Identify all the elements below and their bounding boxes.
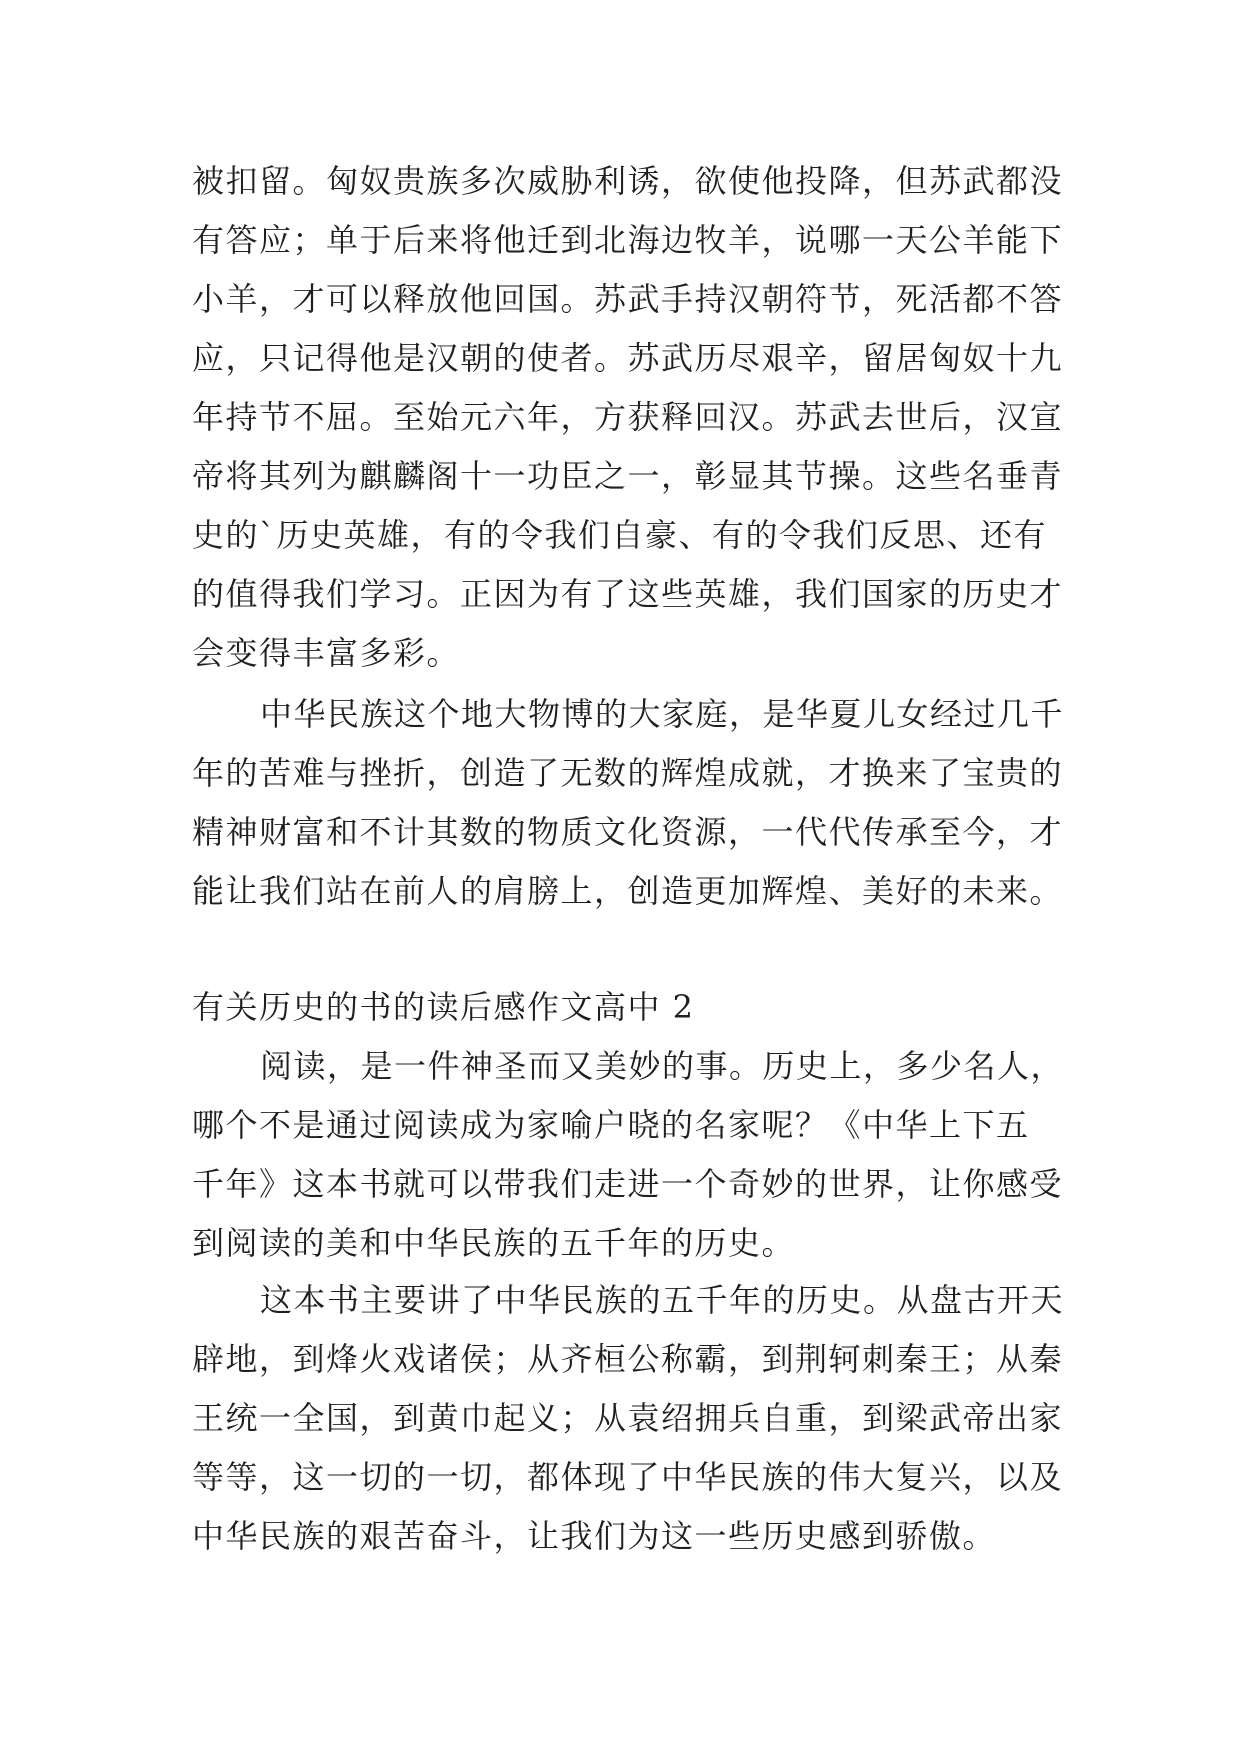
text-line: 中华民族的艰苦奋斗，让我们为这一些历史感到骄傲。 xyxy=(192,1517,997,1555)
text-line: 王统一全国，到黄巾起义；从袁绍拥兵自重，到梁武帝出家 xyxy=(192,1399,1064,1437)
text-line: 到阅读的美和中华民族的五千年的历史。 xyxy=(192,1224,796,1262)
text-line: 史的`历史英雄，有的令我们自豪、有的令我们反思、还有 xyxy=(192,516,1048,554)
paragraph-book-summary xyxy=(192,1271,1072,1566)
text-line: 会变得丰富多彩。 xyxy=(192,634,461,672)
text-line: 被扣留。匈奴贵族多次威胁利诱，欲使他投降，但苏武都没 xyxy=(192,162,1064,200)
text-line: 辟地，到烽火戏诸侯；从齐桓公称霸，到荆轲刺秦王；从秦 xyxy=(192,1340,1064,1378)
text-line: 年的苦难与挫折，创造了无数的辉煌成就，才换来了宝贵的 xyxy=(192,754,1064,792)
text-line: 帝将其列为麒麟阁十一功臣之一，彰显其节操。这些名垂青 xyxy=(192,457,1064,495)
text-line: 应，只记得他是汉朝的使者。苏武历尽艰辛，留居匈奴十九 xyxy=(192,339,1064,377)
section-title: 有关历史的书的读后感作文高中 2 xyxy=(192,988,695,1026)
section-2 xyxy=(192,978,1072,1273)
text-line: 哪个不是通过阅读成为家喻户晓的名家呢？《中华上下五 xyxy=(192,1106,1030,1144)
paragraph-su-wu-story xyxy=(192,152,1072,683)
text-line: 等等，这一切的一切，都体现了中华民族的伟大复兴，以及 xyxy=(192,1458,1064,1496)
text-line: 精神财富和不计其数的物质文化资源，一代代传承至今，才 xyxy=(192,813,1064,851)
text-line: 有答应；单于后来将他迁到北海边牧羊，说哪一天公羊能下 xyxy=(192,221,1064,259)
text-line: 这本书主要讲了中华民族的五千年的历史。从盘古开天 xyxy=(260,1281,1065,1319)
text-line: 小羊，才可以释放他回国。苏武手持汉朝符节，死活都不答 xyxy=(192,280,1064,318)
text-line: 年持节不屈。至始元六年，方获释回汉。苏武去世后，汉宣 xyxy=(192,398,1064,436)
text-line: 能让我们站在前人的肩膀上，创造更加辉煌、美好的未来。 xyxy=(192,872,1064,910)
text-line: 的值得我们学习。正因为有了这些英雄，我们国家的历史才 xyxy=(192,575,1064,613)
text-line: 阅读，是一件神圣而又美妙的事。历史上，多少名人， xyxy=(260,1047,1065,1085)
text-line: 中华民族这个地大物博的大家庭，是华夏儿女经过几千 xyxy=(260,695,1065,733)
text-line: 千年》这本书就可以带我们走进一个奇妙的世界，让你感受 xyxy=(192,1165,1064,1203)
paragraph-conclusion xyxy=(192,685,1072,921)
